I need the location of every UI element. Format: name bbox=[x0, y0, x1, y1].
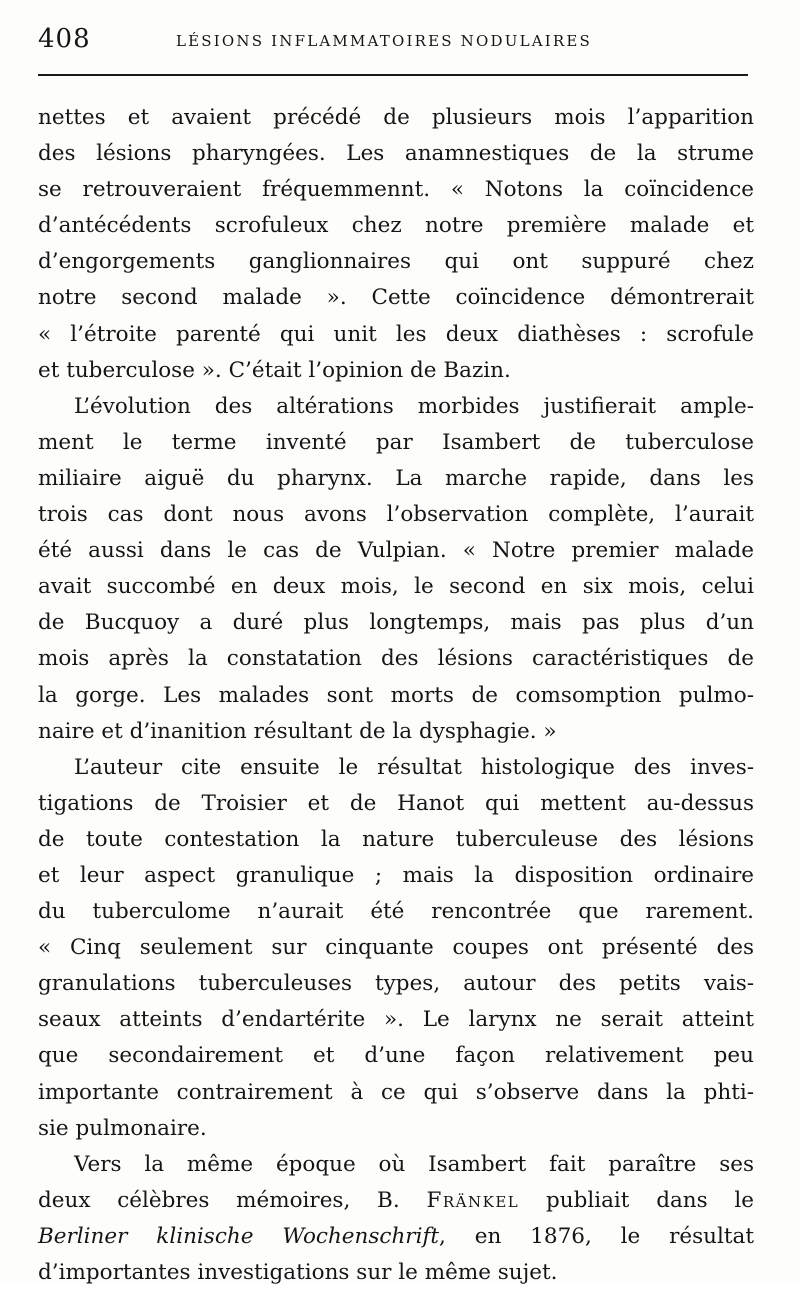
text-line: naire et d’inanition résultant de la dysphagie. » bbox=[38, 718, 557, 744]
text-line: et tuberculose ». C’était l’opinion de Bazin. bbox=[38, 357, 511, 383]
page-header bbox=[38, 24, 750, 64]
text-segment: deux célèbres mémoires, B. bbox=[38, 1187, 427, 1213]
text-line: la gorge. Les malades sont morts de comsomption pulmo- bbox=[38, 682, 754, 708]
page-number: 408 bbox=[38, 24, 91, 54]
body-text bbox=[38, 100, 754, 1291]
text-line: d’antécédents scrofuleux chez notre première malade et bbox=[38, 213, 754, 239]
text-line: de Bucquoy a duré plus longtemps, mais pas plus d’un bbox=[38, 610, 754, 636]
running-title: LÉSIONS INFLAMMATOIRES NODULAIRES bbox=[176, 32, 593, 50]
header-rule bbox=[38, 74, 748, 76]
text-line: trois cas dont nous avons l’observation complète, l’aurait bbox=[38, 502, 754, 528]
text-line: et leur aspect granulique ; mais la disposition ordinaire bbox=[38, 862, 754, 888]
text-line: importante contrairement à ce qui s’observe dans la phti- bbox=[38, 1079, 754, 1105]
text-line bbox=[38, 1183, 754, 1219]
text-line: Vers la même époque où Isambert fait paraître ses bbox=[74, 1151, 754, 1177]
text-line: d’importantes investigations sur le même sujet. bbox=[38, 1260, 558, 1285]
journal-title: Berliner klinische Wochenschrift bbox=[38, 1223, 440, 1249]
text-line: nettes et avaient précédé de plusieurs mois l’apparition bbox=[38, 105, 754, 130]
text-line: notre second malade ». Cette coïncidence démontrerait bbox=[38, 285, 754, 311]
text-line: miliaire aiguë du pharynx. La marche rapide, dans les bbox=[38, 465, 754, 491]
text-segment: , en 1876, le résultat bbox=[439, 1223, 755, 1249]
text-line: mois après la constatation des lésions caractéristiques de bbox=[38, 646, 754, 672]
text-line: sie pulmonaire. bbox=[38, 1115, 207, 1141]
text-line: de toute contestation la nature tuberculeuse des lésions bbox=[38, 826, 754, 852]
text-line: du tuberculome n’aurait été rencontrée que rarement. bbox=[38, 899, 754, 925]
text-segment: publiait dans le bbox=[519, 1187, 754, 1213]
text-line: « Cinq seulement sur cinquante coupes ont présenté des bbox=[38, 935, 754, 961]
text-line: ment le terme inventé par Isambert de tuberculose bbox=[38, 429, 754, 455]
text-line: granulations tuberculeuses types, autour des petits vais- bbox=[38, 971, 754, 997]
text-line: L’auteur cite ensuite le résultat histologique des inves- bbox=[74, 754, 754, 780]
text-line: d’engorgements ganglionnaires qui ont suppuré chez bbox=[38, 249, 754, 275]
text-line: avait succombé en deux mois, le second en six mois, celui bbox=[38, 574, 754, 600]
text-line: que secondairement et d’une façon relativement peu bbox=[38, 1043, 754, 1069]
text-line: « l’étroite parenté qui unit les deux diathèses : scrofule bbox=[38, 321, 754, 347]
text-line bbox=[38, 1219, 754, 1255]
text-line: L’évolution des altérations morbides justifierait ample- bbox=[74, 393, 754, 419]
text-line: été aussi dans le cas de Vulpian. « Notre premier malade bbox=[38, 538, 754, 564]
text-line: seaux atteints d’endartérite ». Le larynx ne serait atteint bbox=[38, 1007, 754, 1033]
author-name: Fränkel bbox=[426, 1187, 520, 1213]
text-line: des lésions pharyngées. Les anamnestiques de la strume bbox=[38, 141, 754, 167]
text-line: se retrouveraient fréquemmennt. « Notons la coïncidence bbox=[38, 177, 754, 203]
text-line: tigations de Troisier et de Hanot qui mettent au-dessus bbox=[38, 790, 754, 816]
